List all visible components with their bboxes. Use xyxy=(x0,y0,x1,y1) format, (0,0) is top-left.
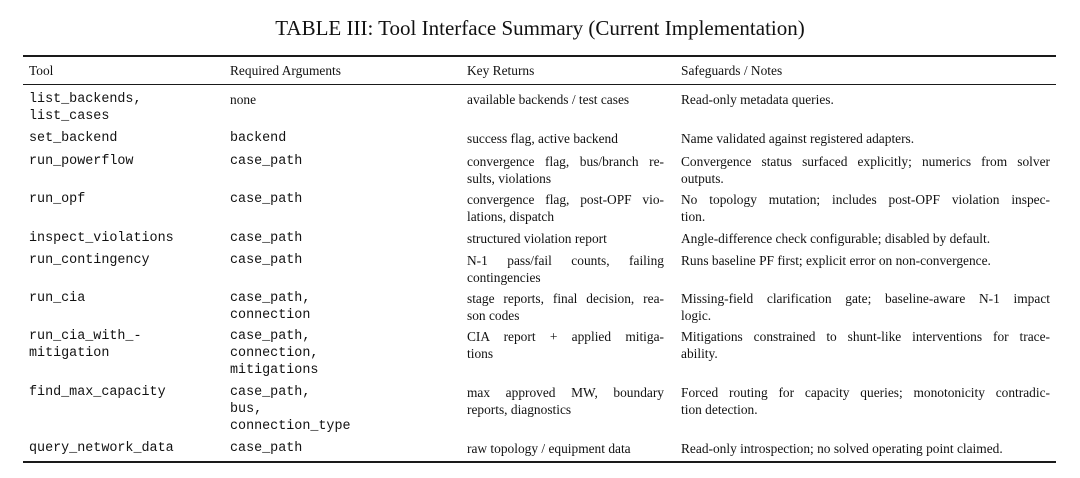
safeguards-notes-cell-line: Read-only metadata queries. xyxy=(681,92,834,107)
required-arguments-cell-line: connection xyxy=(230,308,311,323)
safeguards-notes-cell-line: Name validated against registered adapters. xyxy=(681,131,915,146)
safeguards-notes-cell-line: Missing-field clarification gate; baseline-aware N-1 impact xyxy=(681,291,1050,306)
key-returns-cell xyxy=(467,384,664,418)
required-arguments-cell-line: bus, xyxy=(230,402,263,417)
safeguards-notes-cell-line: Runs baseline PF first; explicit error on non-convergence. xyxy=(681,253,991,268)
key-returns-cell-line: raw topology / equipment data xyxy=(467,441,631,456)
key-returns-cell-line: sults, violations xyxy=(467,171,552,186)
safeguards-notes-cell-line: Read-only introspection; no solved operating point claimed. xyxy=(681,441,1003,456)
top-rule xyxy=(23,55,1056,57)
tool-name-cell xyxy=(29,252,150,269)
key-returns-cell-line: reports, diagnostics xyxy=(467,402,572,417)
required-arguments-cell xyxy=(230,440,302,457)
required-arguments-cell-line: case_path xyxy=(230,154,303,169)
key-returns-cell-line: success flag, active backend xyxy=(467,131,618,146)
tool-name-cell xyxy=(29,440,174,457)
tool-name-cell-line: run_contingency xyxy=(29,253,150,268)
tool-name-cell-line: list_backends, xyxy=(29,92,142,107)
key-returns-cell-line: lations, dispatch xyxy=(467,209,555,224)
tool-name-cell xyxy=(29,230,174,247)
safeguards-notes-cell-line: Forced routing for capacity queries; monotonicity contradic- xyxy=(681,385,1050,400)
tool-name-cell xyxy=(29,130,117,147)
required-arguments-cell xyxy=(230,328,318,379)
key-returns-cell-line: son codes xyxy=(467,308,520,323)
safeguards-notes-cell-line: Convergence status surfaced explicitly; numerics from solver xyxy=(681,154,1050,169)
required-arguments-cell-line: connection_type xyxy=(230,419,351,434)
required-arguments-cell-line: case_path xyxy=(230,231,303,246)
safeguards-notes-cell-line: No topology mutation; includes post-OPF violation inspec- xyxy=(681,192,1050,207)
key-returns-cell xyxy=(467,230,664,247)
key-returns-cell-line: available backends / test cases xyxy=(467,92,630,107)
required-arguments-cell-line: case_path, xyxy=(230,329,311,344)
required-arguments-cell-line: case_path xyxy=(230,253,303,268)
tool-name-cell xyxy=(29,328,142,362)
key-returns-cell-line: max approved MW, boundary xyxy=(467,385,664,400)
required-arguments-cell-line: none xyxy=(230,92,257,107)
tool-name-cell-line: query_network_data xyxy=(29,441,174,456)
required-arguments-cell xyxy=(230,384,351,435)
tool-name-cell-line: list_cases xyxy=(29,109,110,124)
tool-name-cell xyxy=(29,384,166,401)
header-key-returns: Key Returns xyxy=(467,63,535,78)
safeguards-notes-cell xyxy=(681,230,1050,247)
key-returns-cell-line: contingencies xyxy=(467,270,541,285)
tool-name-cell-line: run_cia xyxy=(29,291,86,306)
header-safeguards-notes: Safeguards / Notes xyxy=(681,63,783,78)
safeguards-notes-cell xyxy=(681,328,1050,362)
safeguards-notes-cell-line: ability. xyxy=(681,346,718,361)
tool-name-cell-line: set_backend xyxy=(29,131,118,146)
tool-name-cell-line: run_powerflow xyxy=(29,154,134,169)
safeguards-notes-cell-line: Mitigations constrained to shunt-like interventions for trace- xyxy=(681,329,1050,344)
key-returns-cell xyxy=(467,191,664,225)
tool-name-cell-line: find_max_capacity xyxy=(29,385,166,400)
safeguards-notes-cell-line: tion detection. xyxy=(681,402,758,417)
header-tool: Tool xyxy=(29,63,54,78)
key-returns-cell xyxy=(467,252,664,286)
key-returns-cell-line: tions xyxy=(467,346,494,361)
tool-name-cell-line: inspect_violations xyxy=(29,231,174,246)
tool-name-cell xyxy=(29,153,133,170)
tool-name-cell-line: mitigation xyxy=(29,346,110,361)
header-rule xyxy=(23,84,1056,85)
safeguards-notes-cell xyxy=(681,252,1050,269)
required-arguments-cell-line: connection, xyxy=(230,346,319,361)
tool-name-cell xyxy=(29,91,142,125)
key-returns-cell-line: stage reports, final decision, rea- xyxy=(467,291,664,306)
safeguards-notes-cell-line: logic. xyxy=(681,308,712,323)
safeguards-notes-cell-line: tion. xyxy=(681,209,706,224)
safeguards-notes-cell-line: outputs. xyxy=(681,171,724,186)
safeguards-notes-cell xyxy=(681,191,1050,225)
required-arguments-cell-line: mitigations xyxy=(230,363,319,378)
bottom-rule xyxy=(23,461,1056,463)
safeguards-notes-cell xyxy=(681,384,1050,418)
required-arguments-cell xyxy=(230,252,302,269)
safeguards-notes-cell xyxy=(681,440,1050,457)
tool-name-cell xyxy=(29,191,85,208)
tool-name-cell xyxy=(29,290,85,307)
table-caption: TABLE III: Tool Interface Summary (Current Implementation) xyxy=(275,16,805,40)
required-arguments-cell xyxy=(230,290,310,324)
required-arguments-cell xyxy=(230,153,302,170)
key-returns-cell-line: convergence flag, bus/branch re- xyxy=(467,154,664,169)
key-returns-cell xyxy=(467,290,664,324)
tool-name-cell-line: run_cia_with_- xyxy=(29,329,142,344)
required-arguments-cell xyxy=(230,91,256,108)
key-returns-cell xyxy=(467,153,664,187)
required-arguments-cell-line: backend xyxy=(230,131,287,146)
safeguards-notes-cell xyxy=(681,91,1050,108)
key-returns-cell xyxy=(467,91,664,108)
key-returns-cell xyxy=(467,130,664,147)
safeguards-notes-cell xyxy=(681,130,1050,147)
required-arguments-cell-line: case_path xyxy=(230,441,303,456)
safeguards-notes-cell xyxy=(681,290,1050,324)
key-returns-cell-line: structured violation report xyxy=(467,231,607,246)
header-required-arguments: Required Arguments xyxy=(230,63,341,78)
required-arguments-cell xyxy=(230,191,302,208)
required-arguments-cell-line: case_path, xyxy=(230,385,311,400)
required-arguments-cell xyxy=(230,230,302,247)
key-returns-cell-line: CIA report + applied mitiga- xyxy=(467,329,664,344)
key-returns-cell xyxy=(467,328,664,362)
required-arguments-cell xyxy=(230,130,286,147)
safeguards-notes-cell xyxy=(681,153,1050,187)
key-returns-cell-line: convergence flag, post-OPF vio- xyxy=(467,192,664,207)
required-arguments-cell-line: case_path xyxy=(230,192,303,207)
tool-name-cell-line: run_opf xyxy=(29,192,86,207)
key-returns-cell xyxy=(467,440,664,457)
key-returns-cell-line: N-1 pass/fail counts, failing xyxy=(467,253,664,268)
safeguards-notes-cell-line: Angle-difference check configurable; disabled by default. xyxy=(681,231,991,246)
required-arguments-cell-line: case_path, xyxy=(230,291,311,306)
